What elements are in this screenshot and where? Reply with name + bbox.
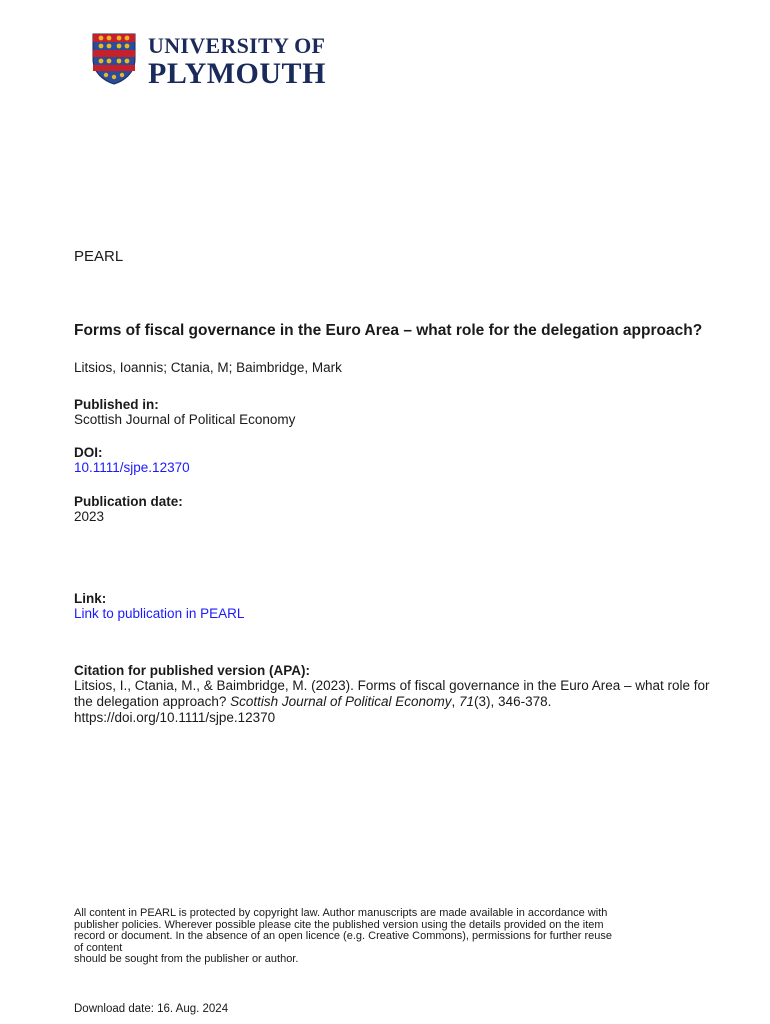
- citation-part1: Litsios, I., Ctania, M., & Baimbridge, M. (2023). Forms of fiscal governance in the Euro Area – what role for the delegation approach?: [74, 678, 710, 709]
- copyright-line-3: record or document. In the absence of an open licence (e.g. Creative Commons), permissions for further reuse: [74, 930, 613, 942]
- citation-label: Citation for published version (APA):: [74, 663, 310, 678]
- repository-name: PEARL: [74, 248, 124, 265]
- publication-date-label: Publication date:: [74, 494, 183, 509]
- link-label: Link:: [74, 591, 107, 606]
- publication-link[interactable]: Link to publication in PEARL: [74, 606, 245, 621]
- doi-section: [74, 445, 724, 476]
- download-date: Download date: 16. Aug. 2024: [74, 1003, 229, 1015]
- university-crest-icon: [92, 33, 136, 85]
- copyright-line-2: publisher policies. Wherever possible please cite the published version using the details provided on the item: [74, 918, 604, 931]
- link-section: [74, 591, 724, 622]
- citation-section: [74, 663, 724, 726]
- paper-authors: Litsios, Ioannis; Ctania, M; Baimbridge, Mark: [74, 360, 342, 375]
- logo-line-plymouth: PLYMOUTH: [148, 57, 326, 90]
- doi-link[interactable]: 10.1111/sjpe.12370: [74, 460, 190, 475]
- citation-text: [74, 678, 724, 726]
- published-in-label: Published in:: [74, 397, 159, 412]
- citation-part2: (3), 346-378. https://doi.org/10.1111/sjpe.12370: [74, 694, 552, 725]
- copyright-line-4: of content: [74, 941, 123, 954]
- publication-date-value: 2023: [74, 509, 105, 524]
- logo-line-university-of: UNIVERSITY OF: [148, 33, 326, 58]
- citation-sep1: ,: [451, 694, 460, 709]
- published-in-section: [74, 397, 724, 428]
- published-in-value: Scottish Journal of Political Economy: [74, 412, 296, 427]
- university-logo: [92, 33, 326, 89]
- publication-date-section: [74, 494, 724, 525]
- doi-label: DOI:: [74, 445, 103, 460]
- citation-volume: 71: [459, 694, 475, 709]
- copyright-notice: [74, 908, 714, 966]
- paper-title: Forms of fiscal governance in the Euro Area – what role for the delegation approach?: [74, 322, 703, 339]
- logo-wordmark: [148, 33, 326, 89]
- copyright-line-5: should be sought from the publisher or author.: [74, 953, 299, 965]
- copyright-line-1: All content in PEARL is protected by copyright law. Author manuscripts are made available in accordance with: [74, 907, 608, 919]
- citation-journal: Scottish Journal of Political Economy: [230, 694, 452, 709]
